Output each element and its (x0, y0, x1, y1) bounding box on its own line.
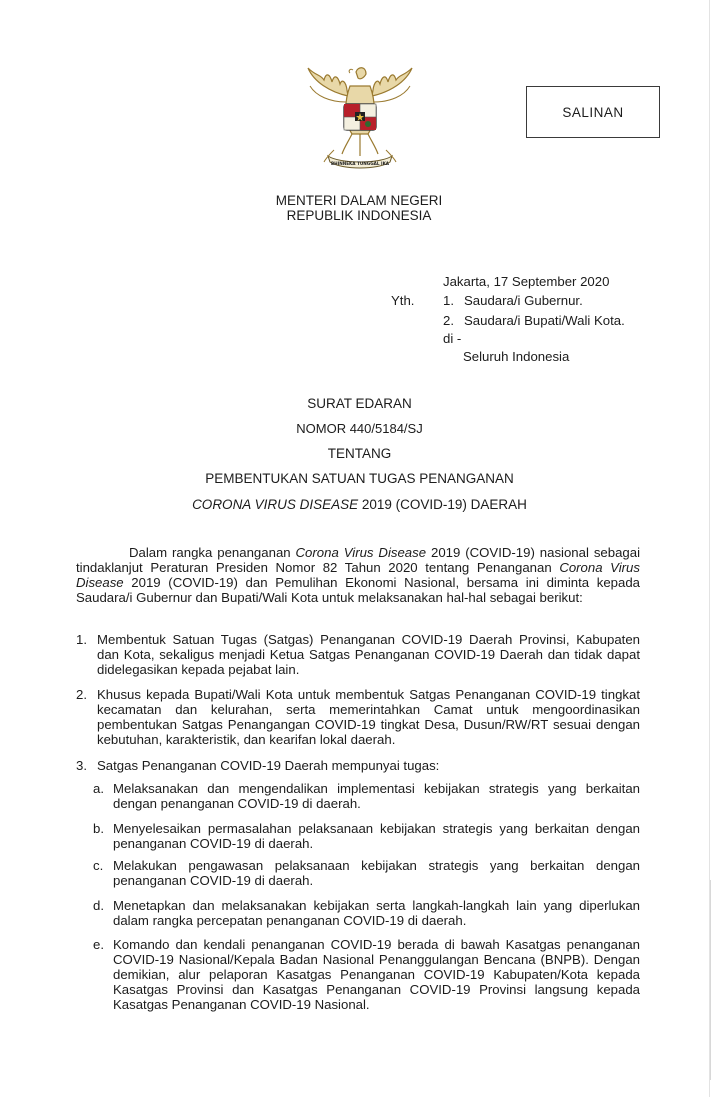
sub-item-e-letter: e. (93, 937, 104, 952)
sub-item-b-letter: b. (93, 821, 104, 836)
salinan-label: SALINAN (562, 104, 624, 120)
sub-item-e-text: Komando dan kendali penanganan COVID-19 berada di bawah Kasatgas penanganan COVID-19 Nasional/Kepala Badan Nasional Penanggulangan Bencana (BNPB). Dengan demikian, alur pelaporan Kasatgas Penanganan COVID-19 Kabupaten/Kota kepada Kasatgas Provinsi dan Kasatgas Penanganan COVID-19 Provinsi langsung kepada Kasatgas Penanganan COVID-19 Nasional. (113, 937, 640, 1012)
sub-item-d (93, 898, 640, 928)
sub-item-d-letter: d. (93, 898, 104, 913)
ministry-header (200, 193, 518, 223)
subject-rest: 2019 (COVID-19) DAERAH (358, 497, 527, 512)
ministry-line-2: REPUBLIK INDONESIA (286, 208, 432, 223)
letter-type: SURAT EDARAN (307, 396, 412, 411)
scan-shadow-line (710, 880, 711, 1080)
recipient-2-text: Saudara/i Bupati/Wali Kota. (464, 313, 625, 328)
sub-item-c-text: Melakukan pengawasan pelaksanaan kebijakan strategis yang berkaitan dengan penanganan COVID-19 di daerah. (113, 858, 640, 888)
intro-italic-2: Corona Virus Disease (76, 560, 640, 590)
sub-item-a (93, 781, 640, 811)
list-item-1 (76, 632, 640, 677)
list-item-2-text: Khusus kepada Bupati/Wali Kota untuk membentuk Satgas Penanganan COVID-19 tingkat kecamatan dan kelurahan, serta memerintahkan Camat untuk mengoordinasikan pembentukan Satgas Penangangan COVID-19 tingkat Desa, Dusun/RW/RT sesuai dengan kebutuhan, karakteristik, dan kearifan lokal daerah. (97, 687, 640, 747)
subject-italic: CORONA VIRUS DISEASE (192, 497, 359, 512)
intro-text-2: 2019 (COVID-19) nasional sebagai tindaklanjut Peraturan Presiden Nomor 82 Tahun 2020 tentang Penanganan (76, 545, 641, 575)
sub-item-c-letter: c. (93, 858, 104, 873)
yth-label: Yth. (391, 293, 415, 308)
list-item-1-text: Membentuk Satuan Tugas (Satgas) Penanganan COVID-19 Daerah Provinsi, Kabupaten dan Kota, sekaligus menjadi Ketua Satgas Penanganan COVID-19 Daerah dan tidak dapat didelegasikan kepada pejabat lain. (97, 632, 640, 677)
letter-subject-line-1: PEMBENTUKAN SATUAN TUGAS PENANGANAN (205, 471, 514, 486)
intro-italic-1: Corona Virus Disease (295, 545, 427, 560)
sub-item-a-letter: a. (93, 781, 104, 796)
letter-subject-line-2 (0, 497, 719, 512)
ministry-line-1: MENTERI DALAM NEGERI (275, 193, 443, 208)
sub-item-e (93, 937, 640, 1012)
letter-about: TENTANG (327, 446, 392, 461)
sub-item-b-text: Menyelesaikan permasalahan pelaksanaan kebijakan strategis yang berkaitan dengan penanganan COVID-19 di daerah. (113, 821, 640, 851)
intro-text-3: 2019 (COVID-19) dan Pemulihan Ekonomi Nasional, bersama ini diminta kepada Saudara/i Gubernur dan Bupati/Wali Kota untuk melaksanakan hal-hal sebagai berikut: (76, 575, 640, 605)
list-item-3-number: 3. (76, 758, 87, 773)
salinan-stamp-box (526, 86, 660, 138)
intro-text-1: Dalam rangka penanganan (129, 545, 296, 560)
emblem-ribbon-text: BHINNEKA TUNGGAL IKA (330, 161, 390, 166)
letter-number: NOMOR 440/5184/SJ (296, 421, 423, 436)
list-item-3-text: Satgas Penanganan COVID-19 Daerah mempunyai tugas: (97, 758, 440, 773)
intro-paragraph (76, 545, 640, 605)
sub-item-a-text: Melaksanakan dan mengendalikan implementasi kebijakan strategis yang berkaitan dengan penanganan COVID-19 di daerah. (113, 781, 640, 811)
sub-item-b (93, 821, 640, 851)
recipient-location: Seluruh Indonesia (463, 349, 570, 364)
list-item-2 (76, 687, 640, 747)
sub-item-c (93, 858, 640, 888)
di-label: di - (443, 331, 462, 346)
list-item-3 (76, 758, 640, 773)
recipient-1-number: 1. (443, 293, 454, 308)
garuda-emblem-icon (300, 62, 420, 174)
recipient-2 (443, 313, 683, 328)
recipient-2-number: 2. (443, 313, 454, 328)
recipient-1 (443, 293, 683, 308)
sub-item-d-text: Menetapkan dan melaksanakan kebijakan serta langkah-langkah lain yang diperlukan dalam rangka percepatan penanganan COVID-19 di daerah. (113, 898, 640, 928)
recipient-1-text: Saudara/i Gubernur. (464, 293, 583, 308)
letter-date: Jakarta, 17 September 2020 (443, 274, 610, 289)
list-item-1-number: 1. (76, 632, 87, 647)
list-item-2-number: 2. (76, 687, 87, 702)
